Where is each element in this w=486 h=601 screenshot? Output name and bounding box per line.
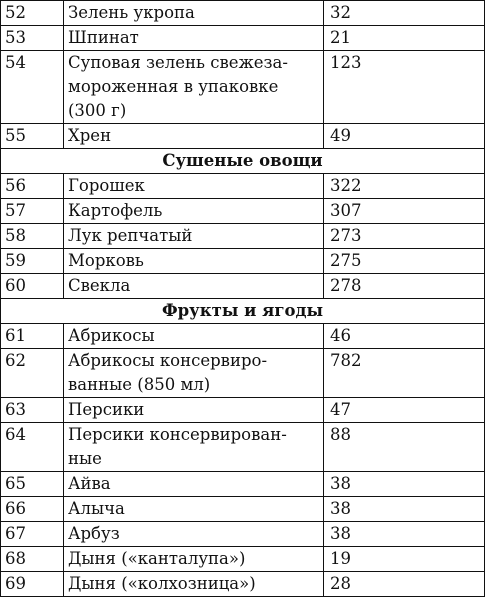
product-name	[64, 124, 324, 149]
product-name	[64, 472, 324, 497]
product-name-line: Дыня («канталупа»)	[68, 549, 246, 568]
product-value: 278	[324, 274, 485, 299]
product-name	[64, 174, 324, 199]
product-name-line: Абрикосы консервиро-	[68, 351, 268, 370]
product-name-line: Горошек	[68, 176, 145, 195]
product-value: 46	[324, 324, 485, 349]
product-name-line: Айва	[68, 474, 111, 493]
product-name-line: Суповая зелень свежеза-	[68, 53, 288, 72]
product-name	[64, 199, 324, 224]
table-row	[1, 1, 485, 26]
table-row	[1, 398, 485, 423]
row-number: 58	[1, 224, 64, 249]
table-row	[1, 224, 485, 249]
table-row	[1, 199, 485, 224]
row-number: 65	[1, 472, 64, 497]
product-name-line: мороженная в упаковке	[68, 77, 279, 96]
product-name-line: Картофель	[68, 201, 163, 220]
product-value: 49	[324, 124, 485, 149]
product-value: 28	[324, 572, 485, 597]
product-value: 123	[324, 51, 485, 124]
row-number: 52	[1, 1, 64, 26]
table-row	[1, 497, 485, 522]
table-row	[1, 174, 485, 199]
table-row	[1, 522, 485, 547]
product-name-line: Абрикосы	[68, 326, 155, 345]
product-value: 88	[324, 423, 485, 472]
product-name-line: Арбуз	[68, 524, 120, 543]
row-number: 66	[1, 497, 64, 522]
product-name	[64, 224, 324, 249]
product-name	[64, 1, 324, 26]
product-name-line: Хрен	[68, 126, 112, 145]
product-name-line: Шпинат	[68, 28, 139, 47]
row-number: 59	[1, 249, 64, 274]
row-number: 57	[1, 199, 64, 224]
table-row	[1, 51, 485, 124]
product-value: 273	[324, 224, 485, 249]
product-name	[64, 398, 324, 423]
product-name-line: Алыча	[68, 499, 125, 518]
table-row	[1, 26, 485, 51]
row-number: 60	[1, 274, 64, 299]
table-row	[1, 249, 485, 274]
product-value: 21	[324, 26, 485, 51]
row-number: 63	[1, 398, 64, 423]
product-name-line: ные	[68, 449, 102, 468]
table-row	[1, 124, 485, 149]
product-name	[64, 497, 324, 522]
table-row	[1, 324, 485, 349]
row-number: 55	[1, 124, 64, 149]
product-value: 47	[324, 398, 485, 423]
product-name	[64, 249, 324, 274]
row-number: 62	[1, 349, 64, 398]
food-table-body	[1, 1, 485, 597]
product-name-line: Лук репчатый	[68, 226, 193, 245]
product-name	[64, 274, 324, 299]
table-row	[1, 472, 485, 497]
table-row	[1, 423, 485, 472]
product-name-line: Морковь	[68, 251, 144, 270]
product-name-line: Персики	[68, 400, 145, 419]
product-name	[64, 423, 324, 472]
product-value: 782	[324, 349, 485, 398]
row-number: 64	[1, 423, 64, 472]
row-number: 67	[1, 522, 64, 547]
product-value: 307	[324, 199, 485, 224]
section-title: Сушеные овощи	[1, 149, 485, 174]
product-value: 38	[324, 497, 485, 522]
product-value: 32	[324, 1, 485, 26]
row-number: 56	[1, 174, 64, 199]
table-row	[1, 349, 485, 398]
product-name-line: (300 г)	[68, 101, 127, 120]
table-row	[1, 547, 485, 572]
row-number: 68	[1, 547, 64, 572]
product-name-line: ванные (850 мл)	[68, 375, 211, 394]
product-name-line: Дыня («колхозница»)	[68, 574, 256, 593]
product-name-line: Свекла	[68, 276, 131, 295]
product-name-line: Персики консервирован-	[68, 425, 287, 444]
product-value: 322	[324, 174, 485, 199]
product-value: 275	[324, 249, 485, 274]
row-number: 61	[1, 324, 64, 349]
product-value: 38	[324, 522, 485, 547]
table-row	[1, 274, 485, 299]
product-name	[64, 26, 324, 51]
section-row	[1, 149, 485, 174]
product-name	[64, 349, 324, 398]
product-value: 19	[324, 547, 485, 572]
table-row	[1, 572, 485, 597]
row-number: 69	[1, 572, 64, 597]
product-value: 38	[324, 472, 485, 497]
product-name	[64, 572, 324, 597]
product-name	[64, 51, 324, 124]
product-name	[64, 547, 324, 572]
section-row	[1, 299, 485, 324]
product-name	[64, 324, 324, 349]
product-name	[64, 522, 324, 547]
section-title: Фрукты и ягоды	[1, 299, 485, 324]
product-name-line: Зелень укропа	[68, 3, 195, 22]
row-number: 54	[1, 51, 64, 124]
row-number: 53	[1, 26, 64, 51]
